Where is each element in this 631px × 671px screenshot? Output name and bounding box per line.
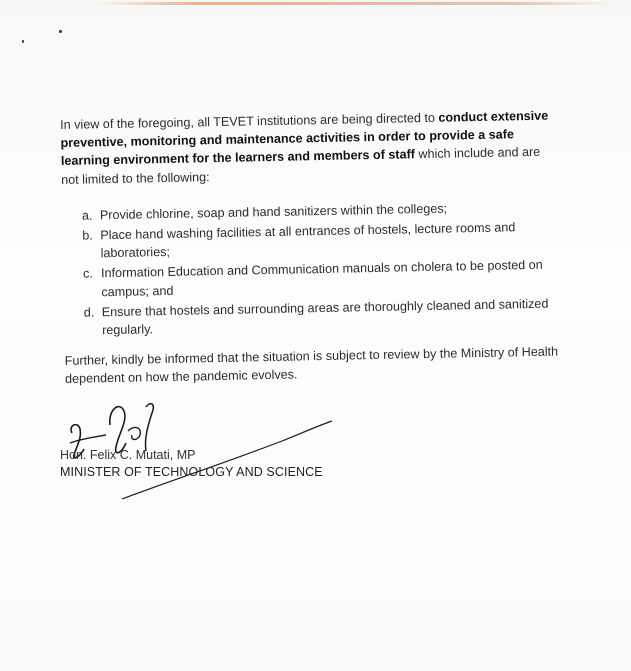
signer-name: Hon. Felix C. Mutati, MP bbox=[60, 448, 196, 462]
list-item-text: Information Education and Communication manuals on cholera to be posted on campus; and bbox=[100, 258, 543, 299]
scan-speck bbox=[59, 30, 62, 33]
list-marker: c. bbox=[82, 266, 93, 282]
list-item bbox=[84, 294, 565, 340]
intro-text-end: which include and are not limited to the following: bbox=[61, 145, 541, 187]
list-marker: d. bbox=[83, 305, 95, 320]
intro-paragraph bbox=[60, 106, 561, 188]
page-top-edge bbox=[95, 2, 615, 5]
scan-speck bbox=[22, 40, 24, 43]
signer-title: MINISTER OF TECHNOLOGY AND SCIENCE bbox=[60, 465, 323, 479]
list-item-text: Place hand washing facilities at all entrances of hostels, lecture rooms and laboratories; bbox=[100, 220, 516, 261]
list-marker: a. bbox=[81, 208, 93, 223]
letter-body bbox=[60, 106, 565, 406]
list-marker: b. bbox=[82, 228, 93, 243]
closing-paragraph: Further, kindly be informed that the situation is subject to review by the Ministry of Health dependent on how the pandemic evolves. bbox=[64, 344, 559, 387]
intro-text: In view of the foregoing, all TEVET institutions are being directed to bbox=[60, 110, 439, 132]
directive-list bbox=[62, 197, 564, 340]
list-item-text: Ensure that hostels and surrounding areas are thoroughly cleaned and sanitized regularly. bbox=[101, 296, 549, 338]
list-item bbox=[82, 217, 563, 263]
intro-emphasis: conduct extensive preventive, monitoring and maintenance activities in order to provide a safe learning environment for the learners and members of staff bbox=[60, 108, 549, 169]
signature-block bbox=[60, 448, 360, 479]
list-item-text: Provide chlorine, soap and hand sanitizers within the colleges; bbox=[99, 201, 448, 223]
